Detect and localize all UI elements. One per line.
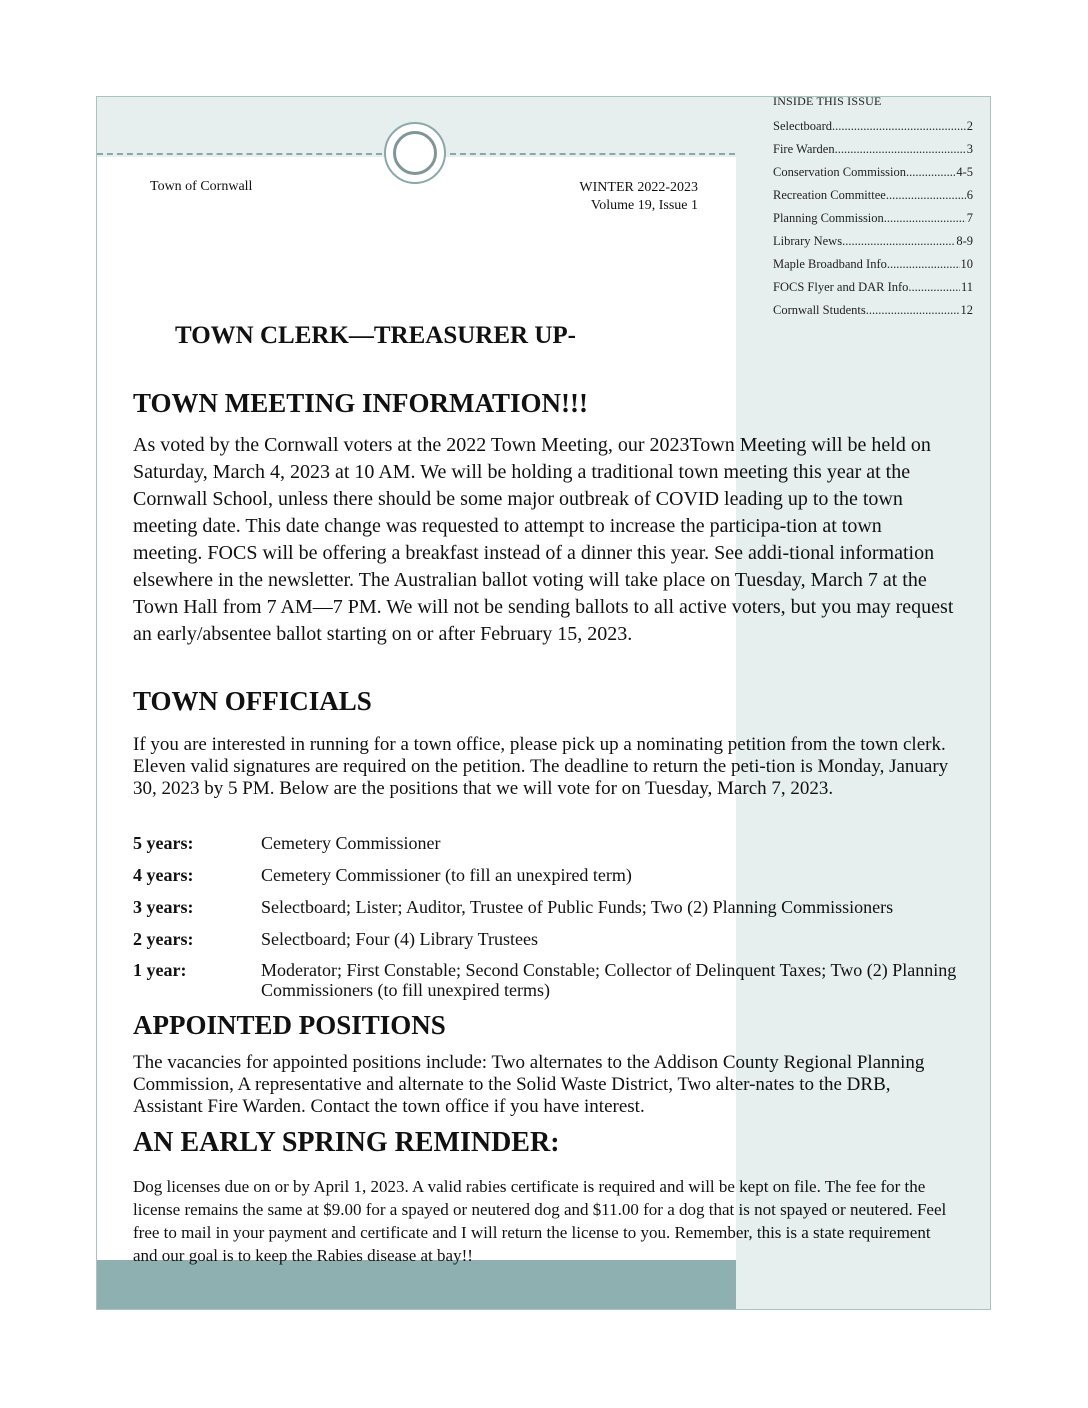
toc-item-page: 4-5 (956, 165, 973, 179)
term-years: 3 years: (133, 897, 194, 917)
town-name: Town of Cornwall (150, 179, 253, 194)
term-positions: Cemetery Commissioner (to fill an unexpired term) (261, 865, 632, 885)
toc-item[interactable] (773, 165, 973, 188)
term-row (133, 865, 963, 885)
meeting-heading: TOWN MEETING INFORMATION!!! (133, 388, 589, 418)
term-row (133, 833, 963, 853)
term-row (133, 929, 963, 949)
toc-item-page: 7 (966, 211, 973, 225)
officials-heading: TOWN OFFICIALS (133, 686, 372, 716)
toc-item-page: 8-9 (956, 234, 973, 248)
issue-info (540, 179, 698, 215)
toc-item-page: 12 (960, 303, 973, 317)
toc-item[interactable] (773, 257, 973, 280)
term-years: 5 years: (133, 833, 194, 853)
table-of-contents (773, 94, 973, 326)
toc-item-page: 6 (966, 188, 973, 202)
toc-title: INSIDE THIS ISSUE (773, 94, 882, 108)
toc-item-label: Conservation Commission (773, 165, 906, 179)
toc-item-label: Fire Warden (773, 142, 835, 156)
toc-item[interactable] (773, 188, 973, 211)
term-positions: Cemetery Commissioner (261, 833, 441, 853)
toc-item-label: Library News (773, 234, 843, 248)
circle-emblem-icon (384, 122, 446, 184)
toc-item-page: 11 (960, 280, 973, 294)
header-divider-right (450, 153, 735, 155)
toc-item-label: FOCS Flyer and DAR Info (773, 280, 909, 294)
appointed-body: The vacancies for appointed positions include: Two alternates to the Addison County Regional Planning Commission, A representative and alternate to the Solid Waste District, Two alter-nates to the DRB, Assistant Fire Warden. Contact the town office if you have interest. (133, 1052, 925, 1117)
volume-label: Volume 19, Issue 1 (590, 198, 698, 213)
toc-item-page: 3 (966, 142, 973, 156)
term-positions: Selectboard; Lister; Auditor, Trustee of Public Funds; Two (2) Planning Commissioners (261, 897, 894, 917)
term-years: 4 years: (133, 865, 194, 885)
reminder-heading: AN EARLY SPRING REMINDER: (133, 1127, 560, 1158)
officials-body: If you are interested in running for a town office, please pick up a nominating petition from the town clerk. Eleven valid signatures are required on the petition. The deadline to return the peti-tion is Monday, January 30, 2023 by 5 PM. Below are the positions that we will vote for on Tuesday, March 7, 2023. (133, 734, 949, 799)
reminder-body: Dog licenses due on or by April 1, 2023. A valid rabies certificate is required and will be kept on file. The fee for the license remains the same at $9.00 for a spayed or neutered dog and $11.00 for a dog that is not spayed or neutered. Feel free to mail in your payment and certificate and I will return the license to you. Remember, this is a state requirement and our goal is to keep the Rabies disease at bay!! (133, 1177, 947, 1265)
toc-item-label: Recreation Committee (773, 188, 886, 202)
term-positions: Selectboard; Four (4) Library Trustees (261, 929, 538, 949)
toc-item-page: 10 (960, 257, 973, 271)
toc-item-label: Maple Broadband Info (773, 257, 887, 271)
term-row (133, 960, 963, 1000)
appointed-heading: APPOINTED POSITIONS (133, 1010, 446, 1040)
toc-item[interactable] (773, 280, 973, 303)
toc-item-page: 2 (966, 119, 973, 133)
term-years: 1 year: (133, 960, 187, 980)
term-years: 2 years: (133, 929, 194, 949)
toc-item-label: Cornwall Students (773, 303, 866, 317)
page-title: TOWN CLERK—TREASURER UP- (175, 322, 576, 349)
term-positions: Moderator; First Constable; Second Constable; Collector of Delinquent Taxes; Two (2) Planning Commissioners (to fill unexpired terms) (261, 960, 957, 1000)
toc-item[interactable] (773, 303, 973, 326)
season-label: WINTER 2022-2023 (579, 180, 698, 195)
toc-item-label: Planning Commission (773, 211, 884, 225)
term-row (133, 897, 963, 917)
header-divider-left (97, 153, 382, 155)
toc-item[interactable] (773, 211, 973, 234)
toc-item[interactable] (773, 142, 973, 165)
meeting-body: As voted by the Cornwall voters at the 2022 Town Meeting, our 2023Town Meeting will be held on Saturday, March 4, 2023 at 10 AM. We will be holding a traditional town meeting this year at the Cornwall School, unless there should be some major outbreak of COVID leading up to the town meeting date. This date change was requested to attempt to increase the participa-tion at town meeting. FOCS will be offering a breakfast instead of a dinner this year. See addi-tional information elsewhere in the newsletter. The Australian ballot voting will take place on Tuesday, March 7 at the Town Hall from 7 AM—7 PM. We will not be sending ballots to all active voters, but you may request an early/absentee ballot starting on or after February 15, 2023. (133, 434, 954, 645)
toc-item[interactable] (773, 234, 973, 257)
toc-item[interactable] (773, 119, 973, 142)
toc-item-label: Selectboard (773, 119, 833, 133)
